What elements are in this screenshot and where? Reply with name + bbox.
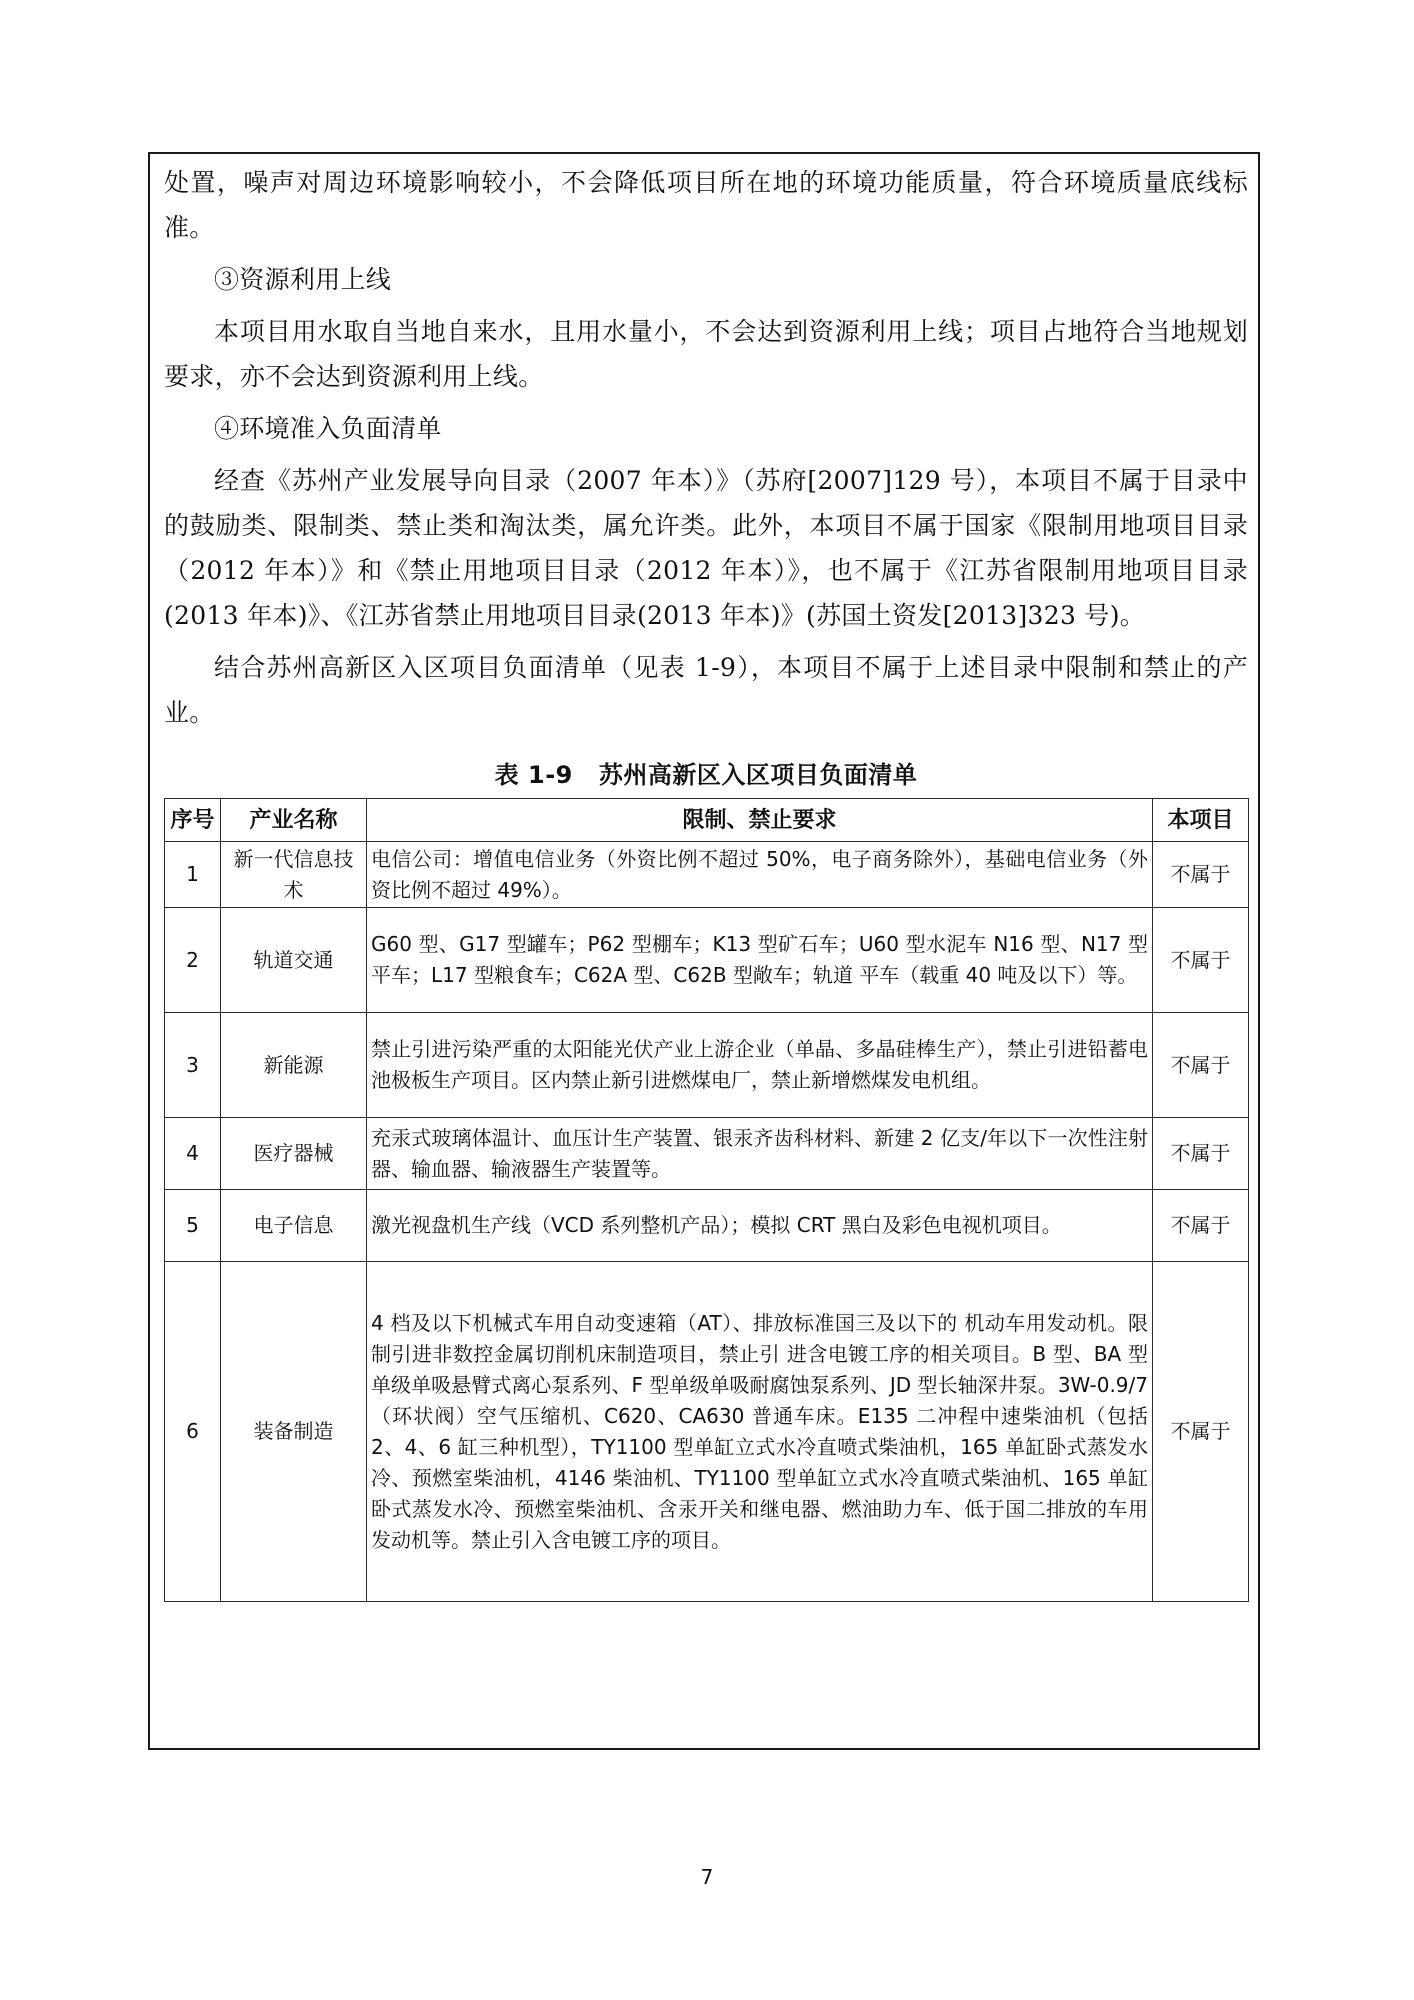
row-industry: 医疗器械 [221,1118,367,1190]
row-result: 不属于 [1153,1262,1249,1602]
content-frame [148,152,1260,1750]
table-row [165,842,1249,908]
row-industry: 装备制造 [221,1262,367,1602]
table-row [165,1013,1249,1118]
row-serial-no: 6 [165,1262,221,1602]
row-requirement: 4 档及以下机械式车用自动变速箱（AT）、排放标准国三及以下的 机动车用发动机。限制引进非数控金属切削机床制造项目，禁止引 进含电镀工序的相关项目。B 型、BA 型单级单吸悬臂式离心泵系列、F 型单级单吸耐腐蚀泵系列、JD 型长轴深井泵。3W-0.9/7（环状阀）空气压缩机、C620、CA630 普通车床。E135 二冲程中速柴油机（包括 2、4、6 缸三种机型），TY1100 型单缸立式水冷直喷式柴油机，165 单缸卧式蒸发水冷、预燃室柴油机，4146 柴油机、TY1100 型单缸立式水冷直喷式柴油机、165 单缸卧式蒸发水冷、预燃室柴油机、含汞开关和继电器、燃油助力车、低于国二排放的车用发动机等。禁止引入含电镀工序的项目。 [367,1262,1153,1602]
row-serial-no: 4 [165,1118,221,1190]
table-row [165,1118,1249,1190]
row-requirement: 充汞式玻璃体温计、血压计生产装置、银汞齐齿科材料、新建 2 亿支/年以下一次性注射器、输血器、输液器生产装置等。 [367,1118,1153,1190]
row-industry: 电子信息 [221,1190,367,1262]
paragraph-conclusion: 结合苏州高新区入区项目负面清单（见表 1-9），本项目不属于上述目录中限制和禁止的产业。 [164,653,1248,727]
row-industry: 轨道交通 [221,908,367,1013]
row-industry: 新一代信息技术 [221,842,367,908]
table-row [165,1190,1249,1262]
row-requirement: 电信公司：增值电信业务（外资比例不超过 50%，电子商务除外），基础电信业务（外资比例不超过 49%）。 [367,842,1153,908]
header-requirement: 限制、禁止要求 [367,799,1153,842]
heading-negative-list: ④环境准入负面清单 [214,414,442,443]
row-result: 不属于 [1153,1118,1249,1190]
header-industry-name: 产业名称 [221,799,367,842]
row-result: 不属于 [1153,1190,1249,1262]
table-title [164,755,1248,790]
row-requirement: 禁止引进污染严重的太阳能光伏产业上游企业（单晶、多晶硅棒生产），禁止引进铅蓄电池极板生产项目。区内禁止新引进燃煤电厂，禁止新增燃煤发电机组。 [367,1013,1153,1118]
row-requirement: G60 型、G17 型罐车；P62 型棚车；K13 型矿石车；U60 型水泥车 N16 型、N17 型平车；L17 型粮食车；C62A 型、C62B 型敞车；轨道 平车（载重 40 吨及以下）等。 [367,908,1153,1013]
paragraph-continuation: 处置，噪声对周边环境影响较小，不会降低项目所在地的环境功能质量，符合环境质量底线标准。 [164,168,1248,242]
row-serial-no: 2 [165,908,221,1013]
table-caption: 苏州高新区入区项目负面清单 [598,761,918,789]
paragraph-catalog-check: 经查《苏州产业发展导向目录（2007 年本）》（苏府[2007]129 号），本项目不属于目录中的鼓励类、限制类、禁止类和淘汰类，属允许类。此外，本项目不属于国家《限制用地项目目录（2012 年本）》和《禁止用地项目目录（2012 年本）》，也不属于《江苏省限制用地项目目录(2013 年本)》、《江苏省禁止用地项目目录(2013 年本)》(苏国土资发[2013]323 号)。 [164,466,1248,630]
paragraph-resource-limit: 本项目用水取自当地自来水，且用水量小，不会达到资源利用上线；项目占地符合当地规划要求，亦不会达到资源利用上线。 [164,317,1248,391]
header-serial-no: 序号 [165,799,221,842]
table-number: 表 1-9 [494,761,573,789]
document-body [164,160,1248,1602]
row-industry: 新能源 [221,1013,367,1118]
table-header-row [165,799,1249,842]
table-row [165,1262,1249,1602]
row-requirement: 激光视盘机生产线（VCD 系列整机产品）；模拟 CRT 黑白及彩色电视机项目。 [367,1190,1153,1262]
page-number: 7 [700,1865,714,1889]
negative-list-table [164,798,1249,1602]
row-result: 不属于 [1153,1013,1249,1118]
row-result: 不属于 [1153,908,1249,1013]
row-result: 不属于 [1153,842,1249,908]
row-serial-no: 1 [165,842,221,908]
row-serial-no: 3 [165,1013,221,1118]
header-this-project: 本项目 [1153,799,1249,842]
table-row [165,908,1249,1013]
row-serial-no: 5 [165,1190,221,1262]
heading-resource-limit: ③资源利用上线 [214,265,392,294]
